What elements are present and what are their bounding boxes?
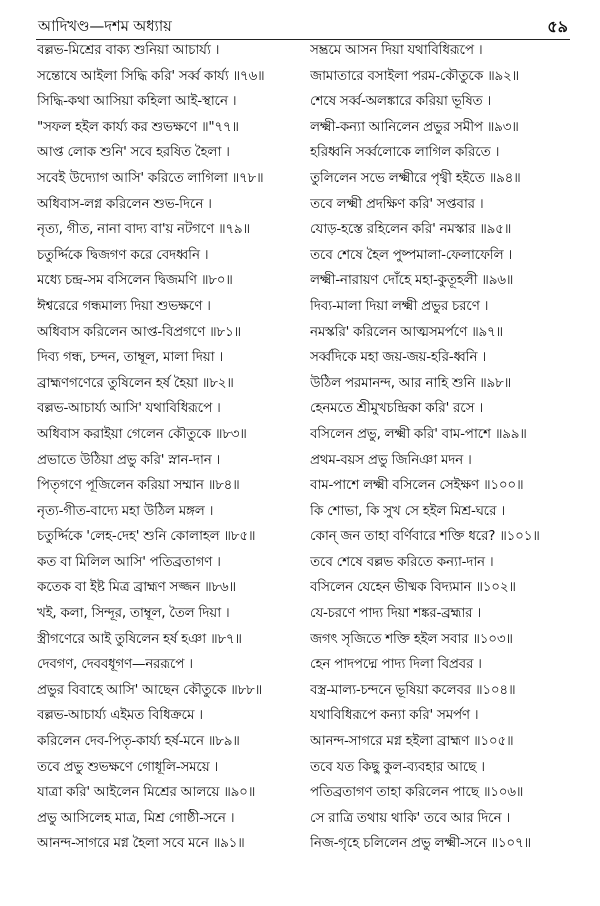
verse-line: নমস্করি' করিলেন আত্মসমর্পণে ॥৯৭॥ [310, 323, 503, 340]
verse-line: দিব্য গন্ধ, চন্দন, তাম্বূল, মালা দিয়া । [37, 349, 223, 366]
verse-line: নিজ-গৃহে চলিলেন প্রভু লক্ষ্মী-সনে ॥১০৭॥ [310, 835, 531, 852]
verse-line: "সফল হইল কার্য্য কর শুভক্ষণে ॥"৭৭॥ [37, 118, 239, 135]
verse-line: প্রভাতে উঠিয়া প্রভু করি' স্নান-দান । [37, 451, 221, 468]
verse-line: খই, কলা, সিন্দূর, তাম্বূল, তৈল দিয়া । [37, 605, 230, 622]
verse-line: দিব্য-মালা দিয়া লক্ষ্মী প্রভুর চরণে । [310, 297, 489, 314]
verse-line: দেবগণ, দেববধূগণ—নররূপে । [37, 656, 193, 673]
verse-line: যাত্রা করি' আইলেন মিশ্রের আলয়ে ॥৯০॥ [37, 784, 256, 801]
verse-line: ব্রাহ্মণগণেরে তুষিলেন হর্ষ হৈয়া ॥৮২॥ [37, 374, 234, 391]
verse-line: সর্ব্বদিকে মহা জয়-জয়-হরি-ধ্বনি । [310, 349, 486, 366]
verse-line: নৃত্য, গীত, নানা বাদ্য বা'য় নটগণে ॥৭৯॥ [37, 221, 250, 238]
verse-line: হেনমতে শ্রীমুখচন্দ্রিকা করি' রসে । [310, 400, 483, 417]
verse-line: অধিবাস করিলেন আপ্ত-বিপ্রগণে ॥৮১॥ [37, 323, 241, 340]
verse-line: করিলেন দেব-পিতৃ-কার্য্য হর্ষ-মনে ॥৮৯॥ [37, 733, 240, 750]
verse-line: তবে প্রভু শুভক্ষণে গোধূলি-সময়ে । [37, 758, 219, 775]
verse-line: বস্ত্র-মাল্য-চন্দনে ভূষিয়া কলেবর ॥১০৪॥ [310, 681, 516, 698]
verse-line: বল্লভ-মিশ্রের বাক্য শুনিয়া আচার্য্য । [37, 42, 220, 58]
verse-line: পিতৃগণে পূজিলেন করিয়া সম্মান ॥৮৪॥ [37, 477, 240, 494]
verse-line: হেন পাদপদ্মে পাদ্য দিলা বিপ্রবর । [310, 656, 482, 673]
verse-line: উঠিল পরমানন্দ, আর নাহি শুনি ॥৯৮॥ [310, 374, 511, 391]
verse-line: সন্তোষে আইলা সিদ্ধি করি' সর্ব্ব কার্য্য ॥৭৬॥ [37, 67, 265, 84]
verse-line: তবে যত কিছু কুল-ব্যবহার আছে । [310, 758, 485, 775]
verse-line: তবে শেষে বল্লভ করিতে কন্যা-দান । [310, 553, 494, 570]
verse-line: নৃত্য-গীত-বাদ্যে মহা উঠিল মঙ্গল । [37, 502, 214, 519]
verse-line: কতেক বা ইষ্ট মিত্র ব্রাহ্মণ সজ্জন ॥৮৬॥ [37, 579, 236, 596]
verse-line: কি শোভা, কি সুখ সে হইল মিশ্র-ঘরে । [310, 502, 505, 519]
verse-line: পতিব্রতাগণ তাহা করিলেন পাছে ॥১০৬॥ [310, 784, 524, 801]
verse-line: চতুর্দ্দিকে দ্বিজগণ করে বেদধ্বনি । [37, 246, 209, 263]
verse-line: জামাতারে বসাইলা পরম-কৌতুকে ॥৯২॥ [310, 67, 519, 84]
verse-line: সম্ভ্রমে আসন দিয়া যথাবিধিরূপে । [310, 42, 483, 58]
verse-line: কত বা মিলিল আসি' পতিব্রতাগণ । [37, 553, 221, 570]
running-title: আদিখণ্ড—দশম অধ্যায় [38, 17, 172, 35]
verse-line: বল্লভ-আচার্য্য আসি' যথাবিধিরূপে । [37, 400, 221, 417]
verse-line: যোড়-হস্তে রহিলেন করি' নমস্কার ॥৯৫॥ [310, 221, 512, 238]
verse-line: প্রথম-বয়স প্রভু জিনিঞা মদন । [310, 451, 472, 468]
verse-line: প্রভুর বিবাহে আসি' আছেন কৌতুকে ॥৮৮॥ [37, 681, 262, 698]
verse-line: লক্ষ্মী-নারায়ণ দোঁহে মহা-কুতূহলী ॥৯৬॥ [310, 272, 514, 289]
verse-line: কোন্ জন তাহা বর্ণিবারে শক্তি ধরে? ॥১০১॥ [310, 528, 540, 545]
verse-line: স্ত্রীগণেরে আই তুষিলেন হর্ষ হঞা ॥৮৭॥ [37, 630, 242, 647]
verse-line: অধিবাস করাইয়া গেলেন কৌতুকে ॥৮৩॥ [37, 425, 247, 442]
verse-line: ঈশ্বরেরে গন্ধমাল্য দিয়া শুভক্ষণে । [37, 297, 211, 314]
verse-line: তবে শেষে হৈল পুষ্পমালা-ফেলাফেলি । [310, 246, 513, 263]
verse-line: অধিবাস-লগ্ন করিলেন শুভ-দিনে । [37, 195, 212, 212]
verse-line: সে রাত্রি তথায় থাকি' তবে আর দিনে । [310, 809, 511, 826]
verse-line: চতুর্দ্দিকে 'লেহ-দেহ' শুনি কোলাহল ॥৮৫॥ [37, 528, 256, 545]
verse-line: বসিলেন প্রভু, লক্ষ্মী করি' বাম-পাশে ॥৯৯॥ [310, 425, 527, 442]
right-verse-column [310, 38, 582, 857]
verse-line: যথাবিধিরূপে কন্যা করি' সমর্পণ । [310, 707, 479, 724]
verse-line: তুলিলেন সভে লক্ষ্মীরে পৃথ্বী হইতে ॥৯৪॥ [310, 169, 521, 186]
verse-line: বসিলেন যেহেন ভীষ্মক বিদ্যমান ॥১০২॥ [310, 579, 516, 596]
verse-line: তবে লক্ষ্মী প্রদক্ষিণ করি' সপ্তবার । [310, 195, 484, 212]
verse-line: সিদ্ধি-কথা আসিয়া কহিলা আই-স্থানে । [37, 93, 237, 110]
verse-line: বল্লভ-আচার্য্য এইমত বিধিক্রমে । [37, 707, 203, 724]
verse-line: জগৎ সৃজিতে শক্তি হইল সবার ॥১০৩॥ [310, 630, 513, 647]
verse-line: আনন্দ-সাগরে মগ্ন হইলা ব্রাহ্মণ ॥১০৫॥ [310, 733, 514, 750]
page-number: ৫৯ [547, 17, 568, 36]
left-verse-column [37, 38, 309, 857]
verse-line: প্রভু আসিলেহ মাত্র, মিশ্র গোষ্ঠী-সনে । [37, 809, 235, 826]
verse-line: আনন্দ-সাগরে মগ্ন হৈলা সবে মনে ॥৯১॥ [37, 835, 245, 852]
verse-line: যে-চরণে পাদ্য দিয়া শঙ্কর-ব্রহ্মার । [310, 605, 481, 622]
page-header [36, 9, 570, 40]
verse-line: বাম-পাশে লক্ষ্মী বসিলেন সেইক্ষণ ॥১০০॥ [310, 477, 524, 494]
verse-line: সবেই উদ্যোগ আসি' করিতে লাগিলা ॥৭৮॥ [37, 169, 264, 186]
verse-line: মধ্যে চন্দ্র-সম বসিলেন দ্বিজমণি ॥৮০॥ [37, 272, 233, 289]
verse-line: শেষে সর্ব্ব-অলঙ্কারে করিয়া ভূষিত । [310, 93, 492, 110]
verse-line: হরিধ্বনি সর্ব্বলোকে লাগিল করিতে । [310, 144, 500, 161]
verse-line: লক্ষ্মী-কন্যা আনিলেন প্রভুর সমীপ ॥৯৩॥ [310, 118, 519, 135]
verse-line: আপ্ত লোক শুনি' সবে হরষিত হৈলা । [37, 144, 230, 161]
